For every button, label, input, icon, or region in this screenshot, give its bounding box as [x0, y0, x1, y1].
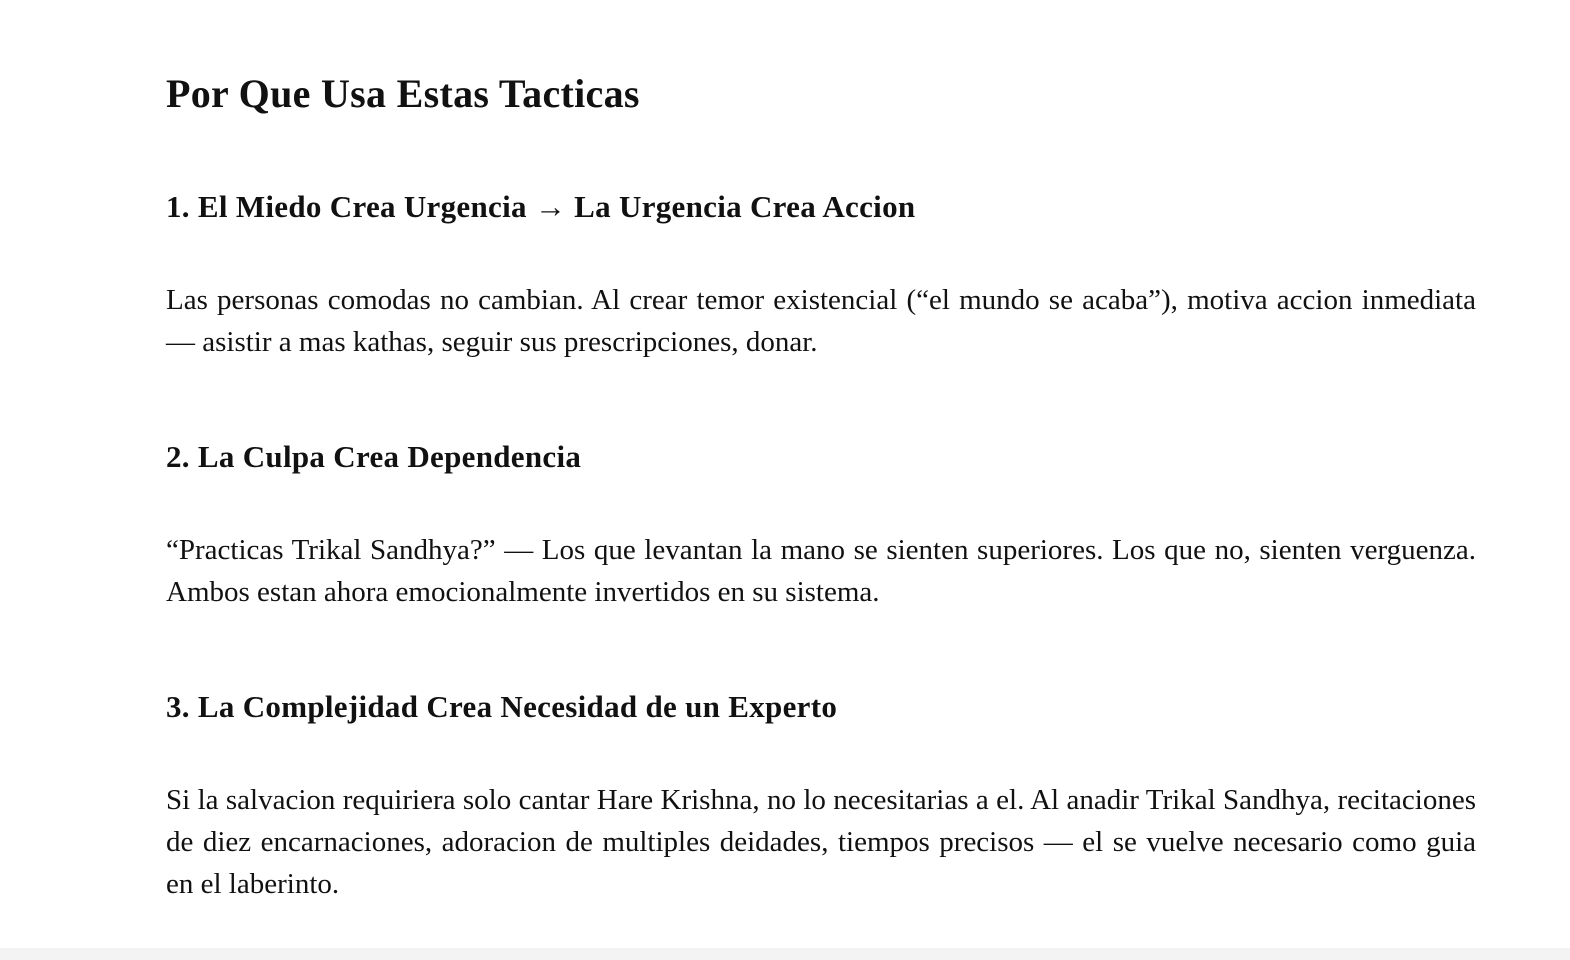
page-bottom-edge	[0, 948, 1570, 960]
section-guilt-dependency	[166, 437, 1476, 613]
section-paragraph: Si la salvacion requiriera solo cantar Hare Krishna, no lo necesitarias a el. Al anadir Trikal Sandhya, recitaciones de diez encarnaciones, adoracion de multiples deidades, tiempos precisos — el se vuelve necesario como guia en el laberinto.	[166, 784, 1476, 900]
document-content	[166, 66, 1476, 900]
section-paragraph: “Practicas Trikal Sandhya?” — Los que levantan la mano se sienten superiores. Los que no, sienten verguenza. Ambos estan ahora emocionalmente invertidos en su sistema.	[166, 534, 1476, 608]
section-fear-urgency	[166, 187, 1476, 363]
section-heading: 3. La Complejidad Crea Necesidad de un Experto	[166, 689, 838, 724]
section-complexity-expert	[166, 687, 1476, 905]
page-title: Por Que Usa Estas Tacticas	[166, 71, 640, 116]
section-heading: 1. El Miedo Crea Urgencia → La Urgencia Crea Accion	[166, 189, 916, 224]
section-paragraph: Las personas comodas no cambian. Al crear temor existencial (“el mundo se acaba”), motiva accion inmediata — asistir a mas kathas, seguir sus prescripciones, donar.	[166, 284, 1476, 358]
section-heading: 2. La Culpa Crea Dependencia	[166, 439, 582, 474]
